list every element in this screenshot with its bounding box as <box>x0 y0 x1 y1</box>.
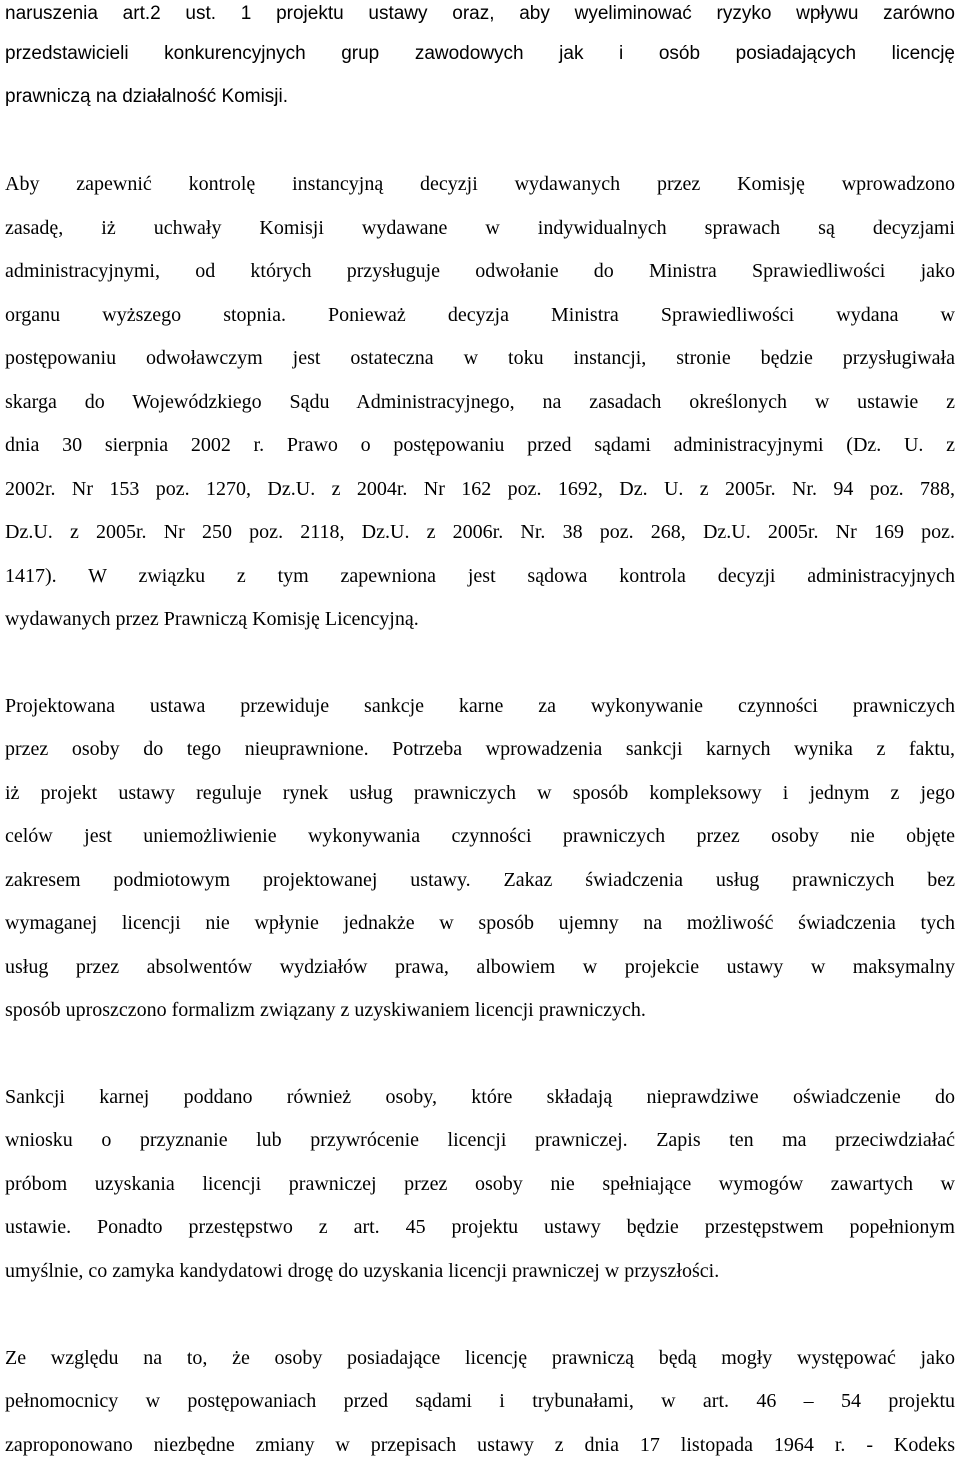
text-line: Dz.U. z 2005r. Nr 250 poz. 2118, Dz.U. z 2006r. Nr. 38 poz. 268, Dz.U. 2005r. Nr 169 poz. <box>5 521 955 543</box>
text-line: celów jest uniemożliwienie wykonywania czynności prawniczych przez osoby nie objęte <box>5 825 955 847</box>
text-line: 1417). W związku z tym zapewniona jest sądowa kontrola decyzji administracyjnych <box>5 565 955 587</box>
text-line: dnia 30 sierpnia 2002 r. Prawo o postępowaniu przed sądami administracyjnymi (Dz. U. z <box>5 434 955 456</box>
text-line: wniosku o przyznanie lub przywrócenie licencji prawniczej. Zapis ten ma przeciwdziałać <box>5 1129 955 1151</box>
text-line: zasadę, iż uchwały Komisji wydawane w indywidualnych sprawach są decyzjami <box>5 217 955 239</box>
text-line: przedstawicieli konkurencyjnych grup zawodowych jak i osób posiadających licencję <box>5 43 955 64</box>
text-line: sposób uproszczono formalizm związany z uzyskiwaniem licencji prawniczych. <box>5 999 646 1021</box>
text-line: pełnomocnicy w postępowaniach przed sądami i trybunałami, w art. 46 – 54 projektu <box>5 1390 955 1412</box>
text-line: umyślnie, co zamyka kandydatowi drogę do uzyskania licencji prawniczej w przyszłości. <box>5 1260 720 1282</box>
text-line: naruszenia art.2 ust. 1 projektu ustawy oraz, aby wyeliminować ryzyko wpływu zarówno <box>5 3 955 24</box>
text-line: przez osoby do tego nieuprawnione. Potrzeba wprowadzenia sankcji karnych wynika z faktu, <box>5 738 955 760</box>
text-line: wymaganej licencji nie wpłynie jednakże w sposób ujemny na możliwość świadczenia tych <box>5 912 955 934</box>
text-line: próbom uzyskania licencji prawniczej przez osoby nie spełniające wymogów zawartych w <box>5 1173 955 1195</box>
text-line: prawniczą na działalność Komisji. <box>5 86 289 107</box>
text-line: Aby zapewnić kontrolę instancyjną decyzji wydawanych przez Komisję wprowadzono <box>5 173 955 195</box>
text-line: postępowaniu odwoławczym jest ostateczna w toku instancji, stronie będzie przysługiwała <box>5 347 955 369</box>
text-line: 2002r. Nr 153 poz. 1270, Dz.U. z 2004r. Nr 162 poz. 1692, Dz. U. z 2005r. Nr. 94 poz. 788, <box>5 478 955 500</box>
text-line: wydawanych przez Prawniczą Komisję Licencyjną. <box>5 608 419 630</box>
text-line: Sankcji karnej poddano również osoby, które składają nieprawdziwe oświadczenie do <box>5 1086 955 1108</box>
text-line: organu wyższego stopnia. Ponieważ decyzja Ministra Sprawiedliwości wydana w <box>5 304 955 326</box>
text-line: Ze względu na to, że osoby posiadające licencję prawniczą będą mogły występować jako <box>5 1347 955 1369</box>
text-line: zaproponowano niezbędne zmiany w przepisach ustawy z dnia 17 listopada 1964 r. - Kodeks <box>5 1434 955 1456</box>
text-line: ustawie. Ponadto przestępstwo z art. 45 projektu ustawy będzie przestępstwem popełnionym <box>5 1216 955 1238</box>
text-line: administracyjnymi, od których przysługuje odwołanie do Ministra Sprawiedliwości jako <box>5 260 955 282</box>
text-line: iż projekt ustawy reguluje rynek usług prawniczych w sposób kompleksowy i jednym z jego <box>5 782 955 804</box>
text-line: skarga do Wojewódzkiego Sądu Administracyjnego, na zasadach określonych w ustawie z <box>5 391 955 413</box>
text-line: usług przez absolwentów wydziałów prawa, albowiem w projekcie ustawy w maksymalny <box>5 956 955 978</box>
text-line: zakresem podmiotowym projektowanej ustawy. Zakaz świadczenia usług prawniczych bez <box>5 869 955 891</box>
text-line: Projektowana ustawa przewiduje sankcje karne za wykonywanie czynności prawniczych <box>5 695 955 717</box>
